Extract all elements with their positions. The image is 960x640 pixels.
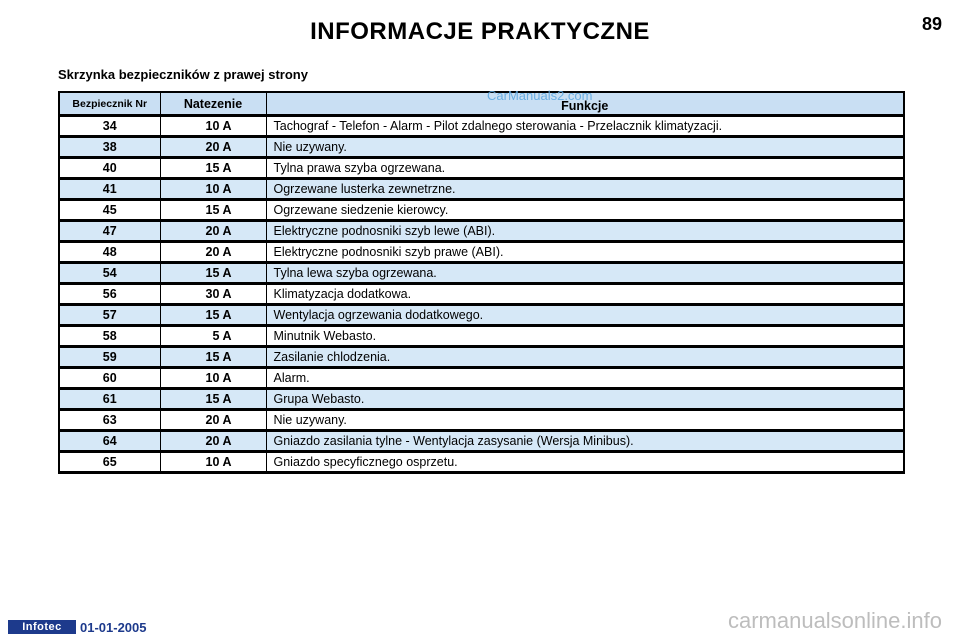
table-row [59,263,904,284]
table-row [59,242,904,263]
fuse-number-cell: 64 [59,431,160,452]
function-cell: Alarm. [266,368,904,389]
amperage-cell: 15 A [160,305,266,326]
table-row [59,221,904,242]
table-row [59,158,904,179]
amperage-cell: 15 A [160,389,266,410]
page-number: 89 [921,14,942,34]
fuse-number-cell: 58 [59,326,160,347]
function-cell: Minutnik Webasto. [266,326,904,347]
function-cell: Ogrzewane siedzenie kierowcy. [266,200,904,221]
table-row [59,179,904,200]
column-header-amperage: Natezenie [160,92,266,116]
footer-watermark: carmanualsonline.info [727,608,942,633]
table-header-row [59,92,904,116]
column-header-fuse-number: Bezpiecznik Nr [59,92,160,116]
amperage-cell: 15 A [160,263,266,284]
function-cell: Zasilanie chlodzenia. [266,347,904,368]
table-body [59,116,904,473]
amperage-cell: 20 A [160,242,266,263]
table-row [59,410,904,431]
table-row [59,116,904,137]
function-cell: Ogrzewane lusterka zewnetrzne. [266,179,904,200]
function-cell: Elektryczne podnosniki szyb prawe (ABI). [266,242,904,263]
amperage-cell: 10 A [160,452,266,473]
table-row [59,326,904,347]
amperage-cell: 20 A [160,431,266,452]
function-cell: Grupa Webasto. [266,389,904,410]
function-cell: Tachograf - Telefon - Alarm - Pilot zdalnego sterowania - Przelacznik klimatyzacji. [266,116,904,137]
function-cell: Nie uzywany. [266,137,904,158]
table-row [59,431,904,452]
fuse-number-cell: 61 [59,389,160,410]
function-cell: Tylna prawa szyba ogrzewana. [266,158,904,179]
fuse-number-cell: 54 [59,263,160,284]
table-row [59,389,904,410]
function-cell: Wentylacja ogrzewania dodatkowego. [266,305,904,326]
fuse-number-cell: 47 [59,221,160,242]
amperage-cell: 5 A [160,326,266,347]
fuse-number-cell: 65 [59,452,160,473]
amperage-cell: 20 A [160,221,266,242]
fuse-table [58,91,905,474]
amperage-cell: 15 A [160,158,266,179]
fuse-number-cell: 63 [59,410,160,431]
fuse-number-cell: 56 [59,284,160,305]
table-row [59,347,904,368]
table-row [59,137,904,158]
fuse-number-cell: 60 [59,368,160,389]
fuse-number-cell: 45 [59,200,160,221]
amperage-cell: 15 A [160,200,266,221]
fuse-number-cell: 59 [59,347,160,368]
amperage-cell: 10 A [160,179,266,200]
amperage-cell: 10 A [160,116,266,137]
page-title: INFORMACJE PRAKTYCZNE [310,18,650,45]
amperage-cell: 15 A [160,347,266,368]
table-row [59,284,904,305]
function-cell: Klimatyzacja dodatkowa. [266,284,904,305]
infotec-logo: Infotec [8,620,76,634]
fuse-number-cell: 57 [59,305,160,326]
amperage-cell: 30 A [160,284,266,305]
amperage-cell: 20 A [160,410,266,431]
fuse-number-cell: 40 [59,158,160,179]
fuse-number-cell: 38 [59,137,160,158]
fuse-number-cell: 41 [59,179,160,200]
table-row [59,305,904,326]
function-cell: Elektryczne podnosniki szyb lewe (ABI). [266,221,904,242]
function-cell: Gniazdo specyficznego osprzetu. [266,452,904,473]
function-cell: Gniazdo zasilania tylne - Wentylacja zasysanie (Wersja Minibus). [266,431,904,452]
watermark-text-top: CarManuals2.com [487,88,593,103]
amperage-cell: 20 A [160,137,266,158]
function-cell: Tylna lewa szyba ogrzewana. [266,263,904,284]
fuse-number-cell: 34 [59,116,160,137]
fuse-number-cell: 48 [59,242,160,263]
amperage-cell: 10 A [160,368,266,389]
table-row [59,368,904,389]
table-row [59,200,904,221]
section-heading: Skrzynka bezpieczników z prawej strony [58,67,308,82]
table-row [59,452,904,473]
footer-date: 01-01-2005 [80,620,147,635]
function-cell: Nie uzywany. [266,410,904,431]
column-header-functions: Funkcje [266,92,904,116]
